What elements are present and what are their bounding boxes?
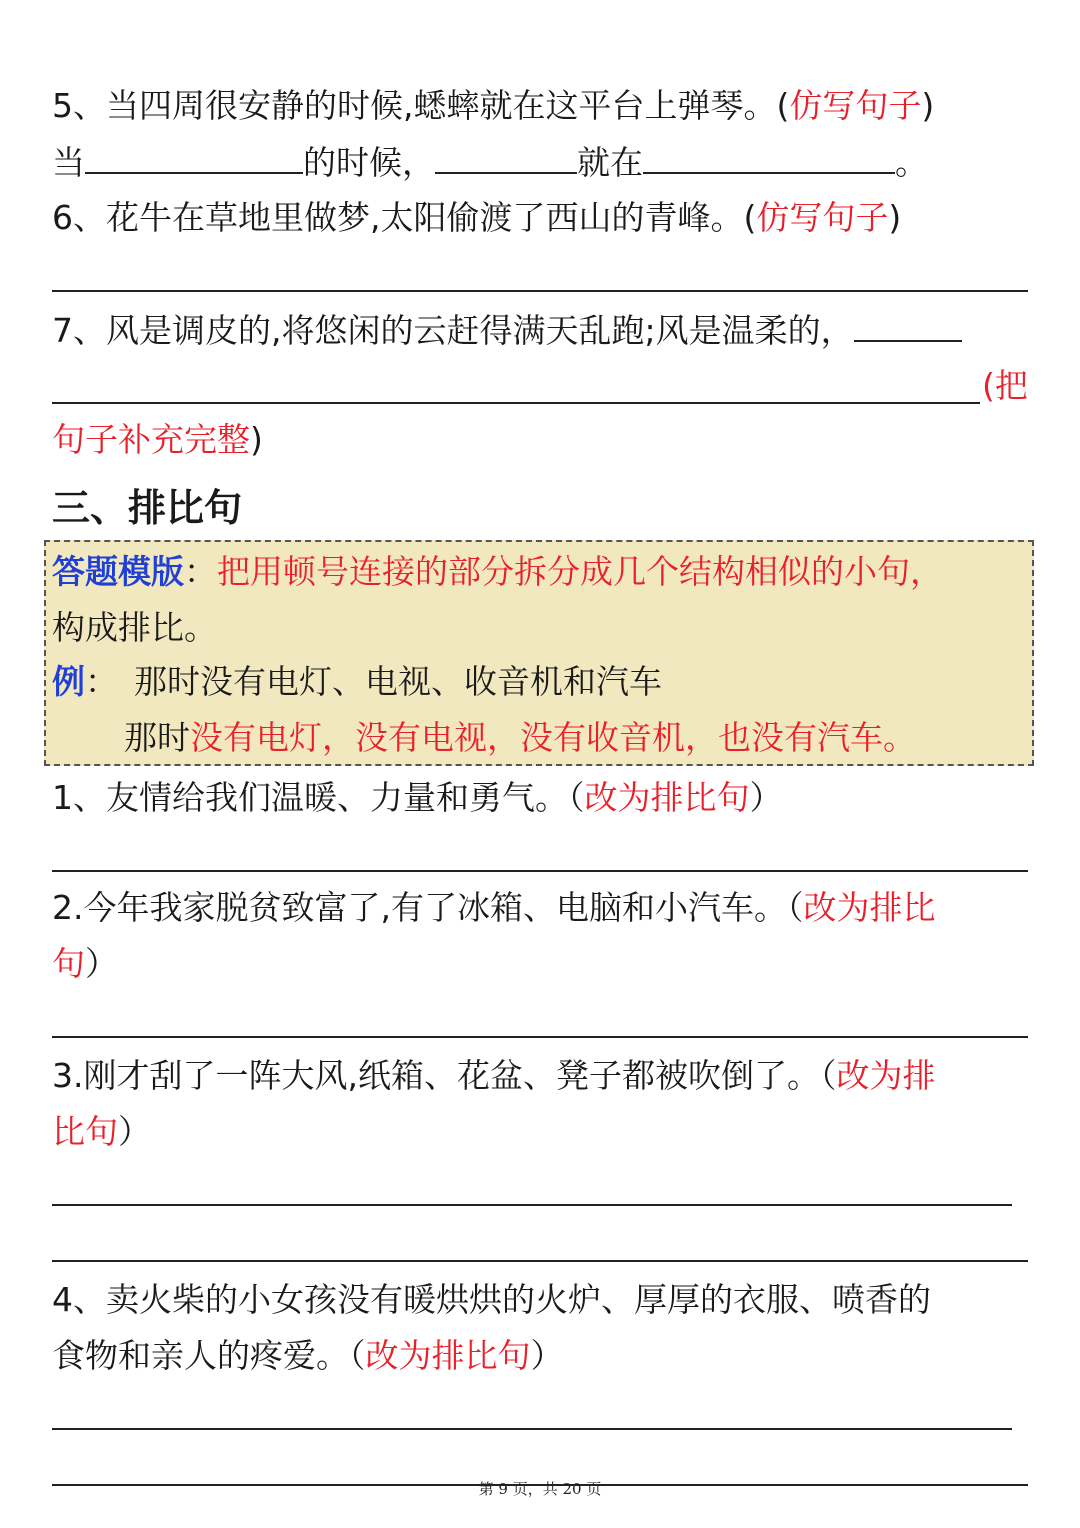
example-line-2: 那时没有电灯，没有电视，没有收音机，也没有汽车。 [124,718,916,757]
question-5: 5、当四周很安静的时候,蟋蟀就在这平台上弹琴。(仿写句子) [52,86,935,125]
answer-line-p3-a[interactable] [52,1204,1012,1206]
answer-line-q7[interactable] [52,402,980,404]
answer-line-p1[interactable] [52,870,1028,872]
blank-3[interactable] [643,142,895,174]
blank-1[interactable] [85,142,303,174]
answer-line-q6[interactable] [52,290,1028,292]
pq-3-cont: 比句） [52,1112,151,1151]
blank-2[interactable] [435,142,577,174]
question-7: 7、风是调皮的,将悠闲的云赶得满天乱跑;风是温柔的， [52,310,962,351]
question-5-fill: 当 的时候， 就在 。 [52,143,928,182]
answer-line-p2[interactable] [52,1036,1028,1038]
example-line-1: 例： 那时没有电灯、电视、收音机和汽车 [52,662,662,701]
answer-line-p3-b[interactable] [52,1260,1028,1262]
template-line-2: 构成排比。 [52,608,217,647]
q7-tag-open: (把 [982,366,1028,405]
template-line-1: 答题模版：把用顿号连接的部分拆分成几个结构相似的小句， [52,552,943,591]
answer-line-p4-a[interactable] [52,1428,1012,1430]
q5-tag: 仿写句子 [789,86,922,125]
question-7-cont: 句子补充完整) [52,420,263,459]
blank-q7-a[interactable] [854,310,962,342]
section-title: 三、排比句 [52,486,243,530]
pq-4-cont: 食物和亲人的疼爱。（改为排比句） [52,1336,564,1375]
pq-1: 1、友情给我们温暖、力量和勇气。（改为排比句） [52,778,783,817]
question-6: 6、花牛在草地里做梦,太阳偷渡了西山的青峰。(仿写句子) [52,198,902,237]
pq-4: 4、卖火柴的小女孩没有暖烘烘的火炉、厚厚的衣服、喷香的 [52,1280,931,1319]
page-footer: 第 9 页，共 20 页 [478,1480,602,1498]
pq-3: 3.刚才刮了一阵大风,纸箱、花盆、凳子都被吹倒了。（改为排 [52,1056,936,1095]
pq-2: 2.今年我家脱贫致富了,有了冰箱、电脑和小汽车。（改为排比 [52,888,936,927]
pq-2-cont: 句） [52,944,118,983]
